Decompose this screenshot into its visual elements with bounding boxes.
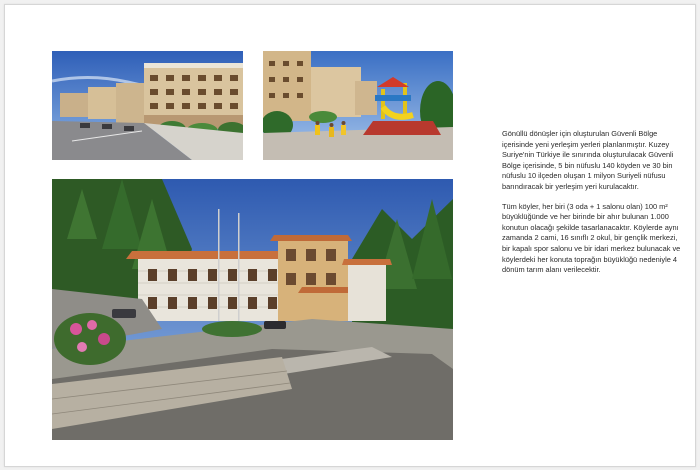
body-text: [502, 129, 684, 285]
playground-render: [263, 51, 453, 160]
paragraph-2: Tüm köyler, her biri (3 oda + 1 salonu olan) 100 m² büyüklüğünde ve her birinde bir ahır bulunan 1.000 konutun olacağı şekilde tasarlanacaktır. Köylerde aynı zamanda 2 cami, 16 sınıflı 2 okul, bir gençlik merkezi, bir kapalı spor salonu ve bir idari merkez bulunacak ve köylerdeki her konuta toprağın büyüklüğü nedeniyle 4 dönüm tarım alanı verilecektir.: [502, 201, 681, 275]
paragraph-1: Gönüllü dönüşler için oluşturulan Güvenli Bölge içerisinde yeni yerleşim yerleri planlanmıştır. Kuzey Suriye'nin Türkiye ile sınırında oluşturulacak Güvenli Bölge içerisinde, 5 bin nüfuslu 140 köyden ve 30 bin nüfuslu 10 ilçeden oluşan 1 milyon Suriyeli nüfusu barındıracak bir yerleşim yeri kurulacaktır.: [502, 129, 674, 191]
apartment-street-render: [52, 51, 243, 160]
document-page: [4, 4, 696, 467]
municipal-building-render: [52, 179, 453, 440]
